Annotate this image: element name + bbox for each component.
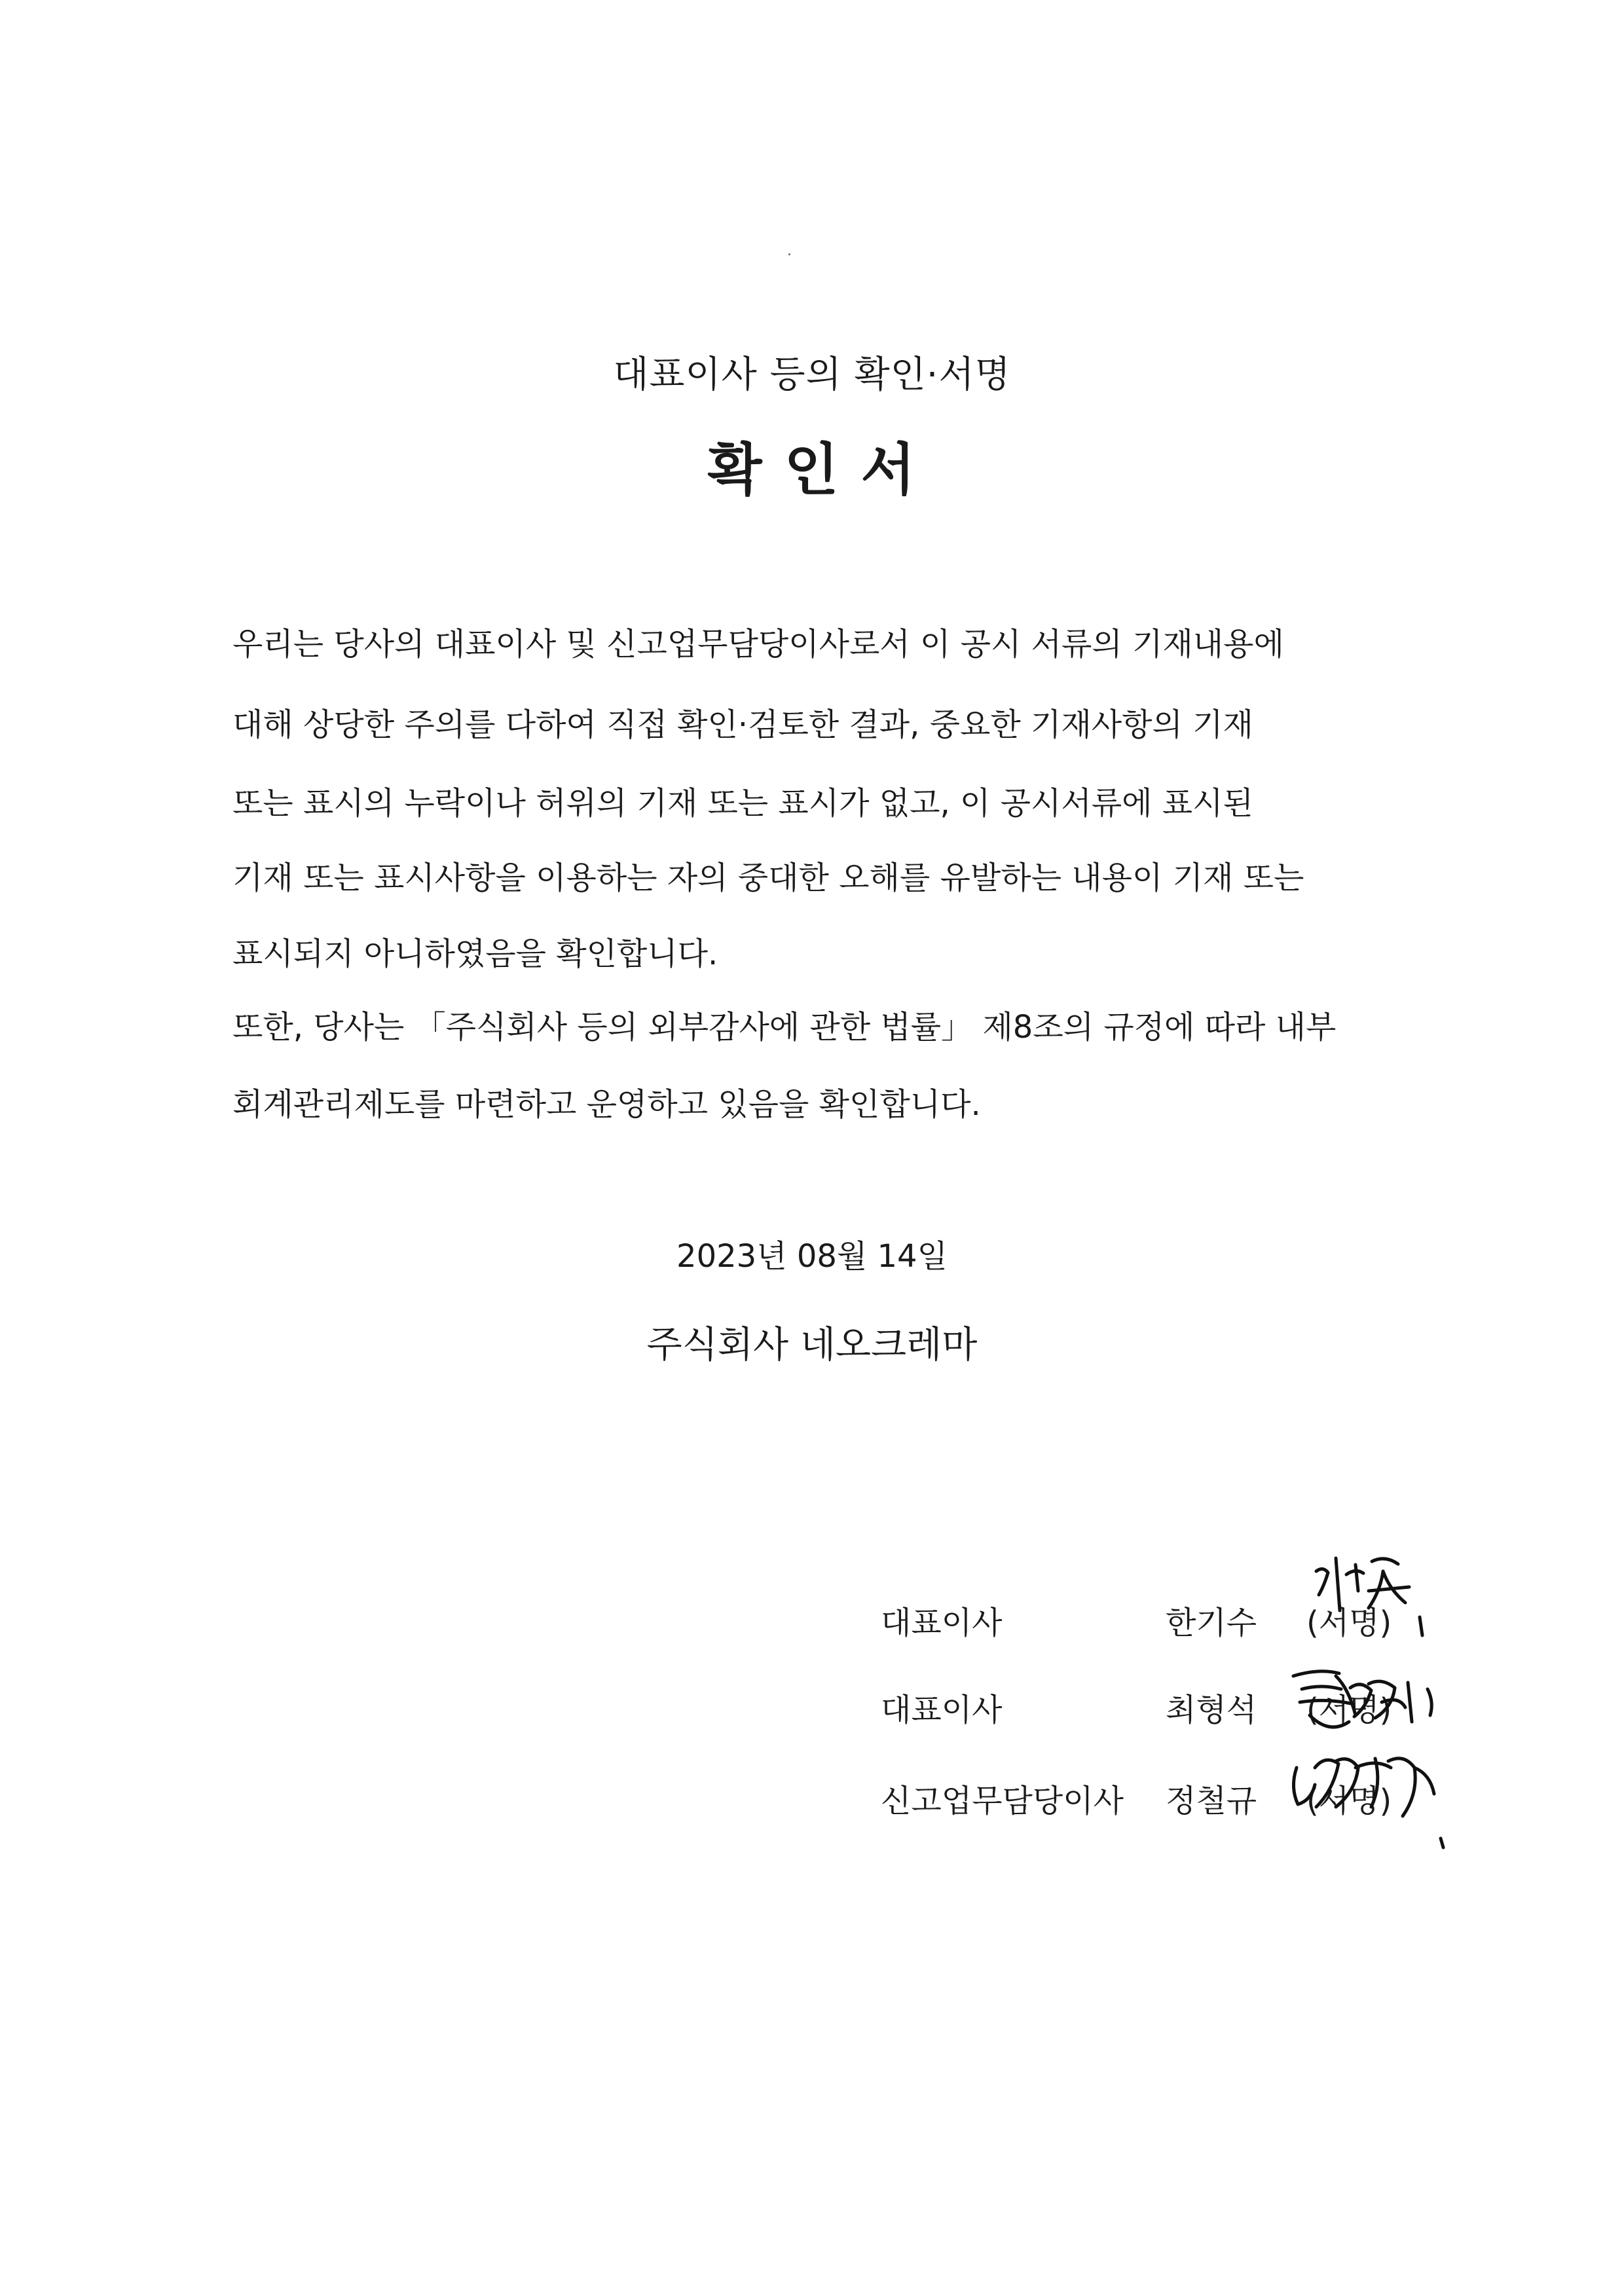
body-line-6: 또한, 당사는 「주식회사 등의 외부감사에 관한 법률」 제8조의 규정에 따라 내부 (232, 1009, 1337, 1046)
document-date: 2023년 08월 14일 (676, 1238, 948, 1275)
body-line-3: 또는 표시의 누락이나 허위의 기재 또는 표시가 없고, 이 공시서류에 표시된 (232, 785, 1253, 822)
signatory-3-name: 정철규 (1166, 1783, 1257, 1819)
signatory-1-sign-mark: (서명) (1306, 1605, 1392, 1641)
signatory-3-role: 신고업무담당이사 (881, 1783, 1124, 1819)
scan-speck (788, 253, 790, 255)
body-line-4: 기재 또는 표시사항을 이용하는 자의 중대한 오해를 유발하는 내용이 기재 또는 (232, 860, 1304, 896)
body-line-2: 대해 상당한 주의를 다하여 직접 확인·검토한 결과, 중요한 기재사항의 기재 (232, 706, 1253, 743)
signatory-2-sign-mark: (서명) (1306, 1692, 1392, 1728)
signatory-1-name: 한기수 (1166, 1605, 1257, 1641)
body-line-1: 우리는 당사의 대표이사 및 신고업무담당이사로서 이 공시 서류의 기재내용에 (232, 626, 1284, 663)
signatory-2-role: 대표이사 (881, 1692, 1003, 1728)
body-line-7: 회계관리제도를 마련하고 운영하고 있음을 확인합니다. (232, 1086, 981, 1123)
document-title: 확 인 서 (707, 437, 917, 503)
body-line-5: 표시되지 아니하였음을 확인합니다. (232, 936, 718, 972)
signatory-2-name: 최형석 (1166, 1692, 1257, 1728)
signatory-1-role: 대표이사 (881, 1605, 1003, 1641)
signatory-3-sign-mark: (서명) (1306, 1783, 1392, 1819)
company-name: 주식회사 네오크레마 (646, 1324, 978, 1366)
document-subtitle: 대표이사 등의 확인·서명 (613, 354, 1011, 396)
